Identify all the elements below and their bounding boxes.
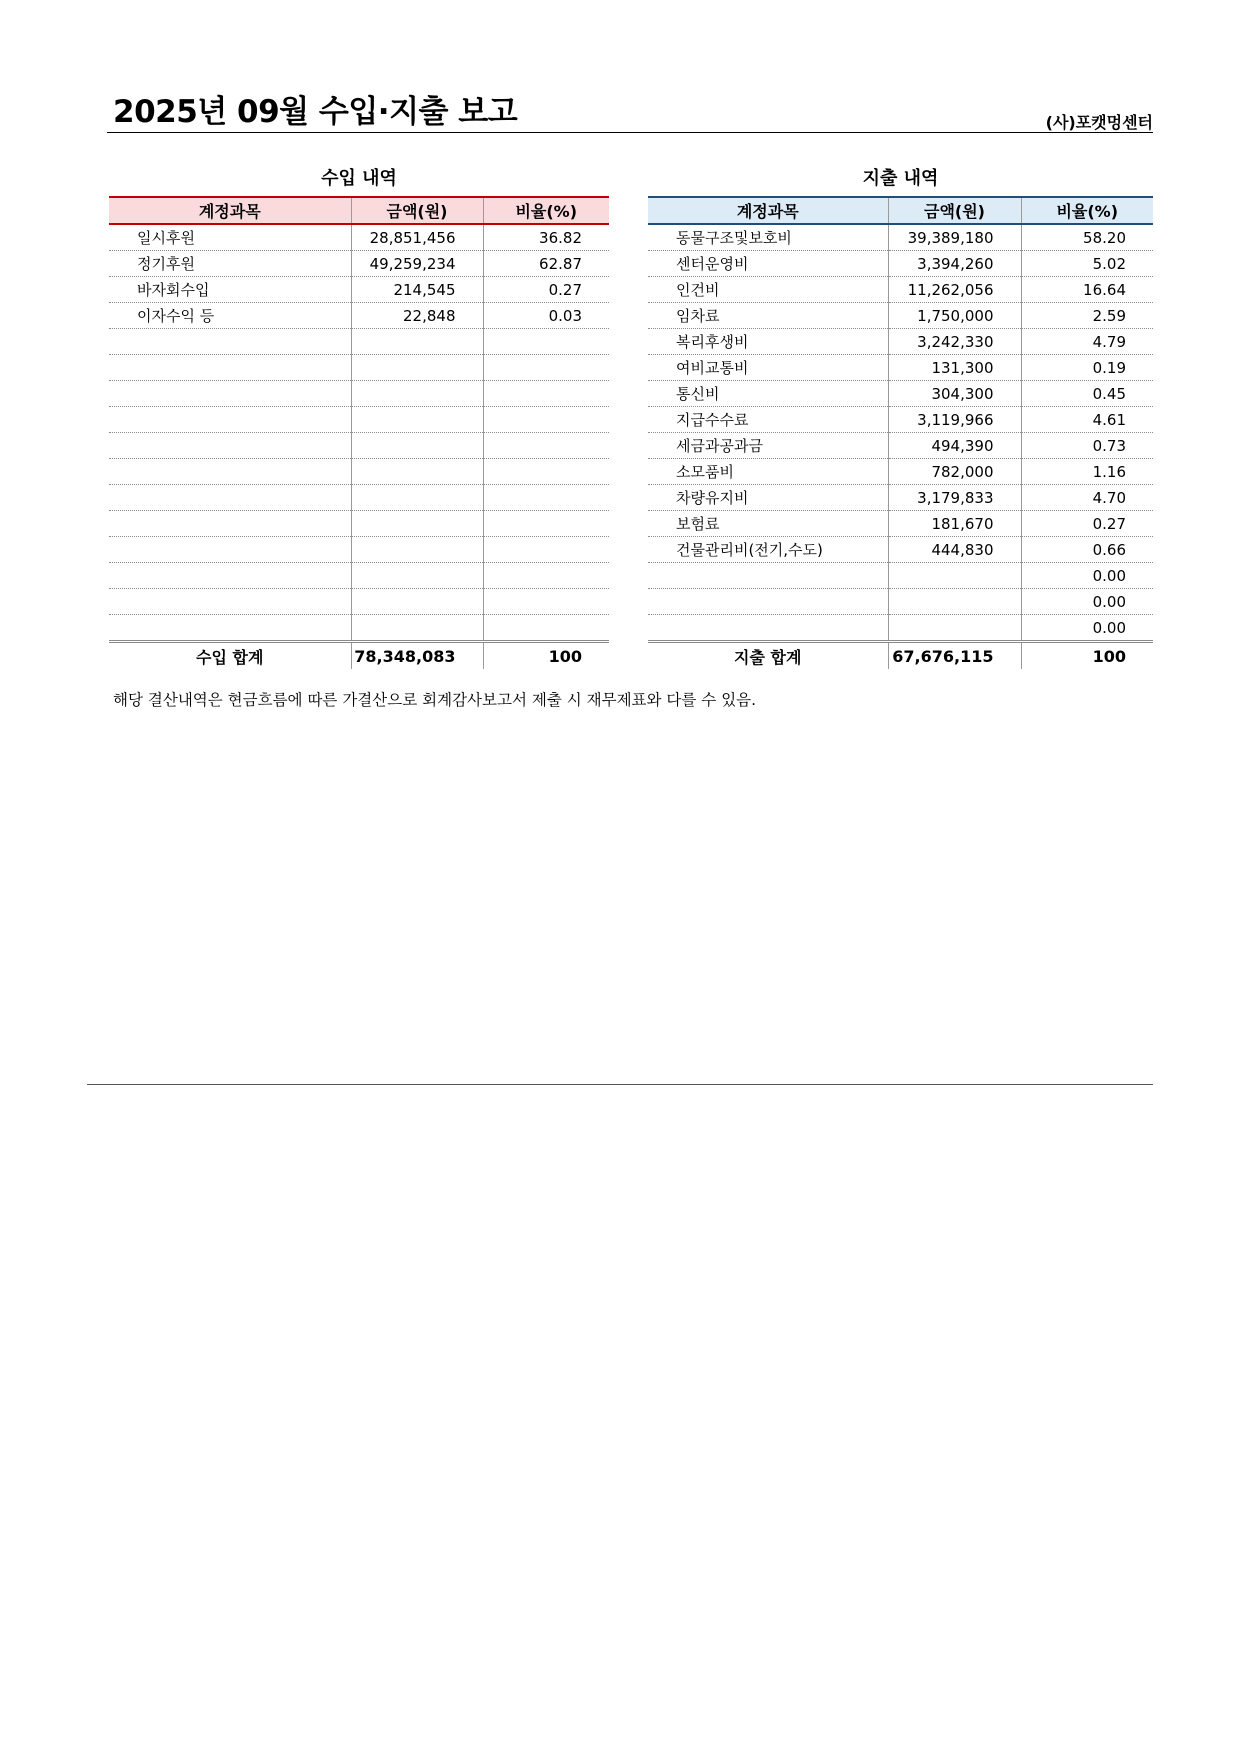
expense-account-cell: 건물관리비(전기,수도) [648, 537, 888, 563]
table-row [109, 433, 609, 459]
income-ratio-cell [483, 563, 609, 589]
income-header-account: 계정과목 [109, 197, 351, 224]
expense-header-ratio: 비율(%) [1021, 197, 1153, 224]
income-amount-cell [351, 485, 483, 511]
table-row [109, 407, 609, 433]
income-account-cell [109, 407, 351, 433]
expense-account-cell [648, 589, 888, 615]
expense-rows [648, 224, 1153, 669]
income-ratio-cell: 62.87 [483, 251, 609, 277]
income-ratio-cell [483, 615, 609, 642]
income-ratio-cell: 0.03 [483, 303, 609, 329]
income-amount-cell: 22,848 [351, 303, 483, 329]
table-row [648, 537, 1153, 563]
income-account-cell [109, 563, 351, 589]
organization-name: (사)포캣멍센터 [1045, 113, 1153, 132]
settlement-note: 해당 결산내역은 현금흐름에 따른 가결산으로 회계감사보고서 제출 시 재무제표와 다를 수 있음. [113, 691, 757, 709]
expense-account-cell: 복리후생비 [648, 329, 888, 355]
income-total-label: 수입 합계 [109, 642, 351, 670]
expense-amount-cell: 181,670 [888, 511, 1021, 537]
table-row [648, 615, 1153, 642]
expense-amount-cell: 3,242,330 [888, 329, 1021, 355]
income-ratio-cell [483, 511, 609, 537]
income-amount-cell [351, 537, 483, 563]
expense-amount-cell: 11,262,056 [888, 277, 1021, 303]
income-amount-cell: 49,259,234 [351, 251, 483, 277]
table-row [109, 277, 609, 303]
expense-amount-cell: 3,394,260 [888, 251, 1021, 277]
income-amount-cell [351, 615, 483, 642]
income-amount-cell [351, 329, 483, 355]
income-ratio-cell: 0.27 [483, 277, 609, 303]
expense-ratio-cell: 0.45 [1021, 381, 1153, 407]
expense-ratio-cell: 0.19 [1021, 355, 1153, 381]
expense-account-cell: 인건비 [648, 277, 888, 303]
expense-amount-cell: 494,390 [888, 433, 1021, 459]
expense-section-title: 지출 내역 [862, 168, 939, 189]
expense-account-cell: 세금과공과금 [648, 433, 888, 459]
expense-table [648, 196, 1153, 669]
expense-account-cell: 소모품비 [648, 459, 888, 485]
income-amount-cell [351, 459, 483, 485]
table-row [109, 563, 609, 589]
income-ratio-cell [483, 407, 609, 433]
income-amount-cell [351, 355, 483, 381]
income-ratio-cell [483, 459, 609, 485]
table-row [648, 407, 1153, 433]
expense-total-amount: 67,676,115 [888, 642, 1021, 670]
expense-ratio-cell: 0.00 [1021, 563, 1153, 589]
table-row [109, 329, 609, 355]
table-row [648, 381, 1153, 407]
income-rows [109, 224, 609, 669]
expense-ratio-cell: 4.61 [1021, 407, 1153, 433]
income-amount-cell [351, 563, 483, 589]
table-row [648, 459, 1153, 485]
expense-account-cell: 동물구조및보호비 [648, 224, 888, 251]
table-row [109, 485, 609, 511]
expense-account-cell: 차량유지비 [648, 485, 888, 511]
expense-account-cell [648, 615, 888, 642]
income-ratio-cell [483, 329, 609, 355]
income-account-cell: 바자회수입 [109, 277, 351, 303]
expense-amount-cell [888, 563, 1021, 589]
expense-header-account: 계정과목 [648, 197, 888, 224]
expense-amount-cell [888, 589, 1021, 615]
income-account-cell [109, 485, 351, 511]
expense-amount-cell: 3,179,833 [888, 485, 1021, 511]
expense-account-cell: 임차료 [648, 303, 888, 329]
expense-amount-cell: 782,000 [888, 459, 1021, 485]
income-ratio-cell [483, 537, 609, 563]
table-row [109, 537, 609, 563]
expense-amount-cell: 131,300 [888, 355, 1021, 381]
income-account-cell [109, 589, 351, 615]
table-row [109, 589, 609, 615]
expense-ratio-cell: 5.02 [1021, 251, 1153, 277]
income-amount-cell [351, 589, 483, 615]
income-account-cell [109, 329, 351, 355]
income-amount-cell [351, 433, 483, 459]
table-row [648, 355, 1153, 381]
table-row [109, 459, 609, 485]
expense-amount-cell: 1,750,000 [888, 303, 1021, 329]
table-row [109, 303, 609, 329]
expense-amount-cell: 39,389,180 [888, 224, 1021, 251]
title-divider [107, 132, 1153, 133]
table-row [109, 615, 609, 642]
table-row [648, 277, 1153, 303]
income-ratio-cell [483, 381, 609, 407]
income-account-cell [109, 459, 351, 485]
expense-ratio-cell: 0.73 [1021, 433, 1153, 459]
income-account-cell [109, 615, 351, 642]
income-ratio-cell: 36.82 [483, 224, 609, 251]
income-ratio-cell [483, 589, 609, 615]
income-total-ratio: 100 [483, 642, 609, 670]
expense-account-cell: 지급수수료 [648, 407, 888, 433]
expense-account-cell [648, 563, 888, 589]
expense-account-cell: 통신비 [648, 381, 888, 407]
income-ratio-cell [483, 355, 609, 381]
income-amount-cell: 28,851,456 [351, 224, 483, 251]
table-row [648, 485, 1153, 511]
expense-account-cell: 보험료 [648, 511, 888, 537]
income-total-row [109, 642, 609, 670]
income-account-cell: 이자수익 등 [109, 303, 351, 329]
income-account-cell [109, 433, 351, 459]
table-row [648, 563, 1153, 589]
expense-ratio-cell: 0.66 [1021, 537, 1153, 563]
table-row [109, 224, 609, 251]
expense-total-ratio: 100 [1021, 642, 1153, 670]
expense-account-cell: 여비교통비 [648, 355, 888, 381]
expense-ratio-cell: 2.59 [1021, 303, 1153, 329]
expense-ratio-cell: 58.20 [1021, 224, 1153, 251]
income-total-amount: 78,348,083 [351, 642, 483, 670]
expense-ratio-cell: 4.79 [1021, 329, 1153, 355]
expense-total-label: 지출 합계 [648, 642, 888, 670]
table-row [648, 329, 1153, 355]
income-ratio-cell [483, 433, 609, 459]
expense-amount-cell: 444,830 [888, 537, 1021, 563]
table-row [648, 589, 1153, 615]
table-row [109, 511, 609, 537]
table-row [109, 251, 609, 277]
expense-ratio-cell: 0.00 [1021, 615, 1153, 642]
table-row [648, 251, 1153, 277]
table-row [109, 381, 609, 407]
income-account-cell [109, 355, 351, 381]
income-section-title: 수입 내역 [321, 168, 397, 189]
table-row [648, 303, 1153, 329]
income-ratio-cell [483, 485, 609, 511]
expense-amount-cell [888, 615, 1021, 642]
page-divider [87, 1084, 1153, 1085]
expense-ratio-cell: 16.64 [1021, 277, 1153, 303]
income-header-amount: 금액(원) [351, 197, 483, 224]
expense-ratio-cell: 1.16 [1021, 459, 1153, 485]
table-row [648, 511, 1153, 537]
expense-account-cell: 센터운영비 [648, 251, 888, 277]
expense-header-row [648, 197, 1153, 224]
expense-ratio-cell: 4.70 [1021, 485, 1153, 511]
income-amount-cell [351, 381, 483, 407]
income-account-cell [109, 537, 351, 563]
income-account-cell: 정기후원 [109, 251, 351, 277]
expense-ratio-cell: 0.27 [1021, 511, 1153, 537]
income-header-row [109, 197, 609, 224]
expense-header-amount: 금액(원) [888, 197, 1021, 224]
expense-amount-cell: 3,119,966 [888, 407, 1021, 433]
income-amount-cell: 214,545 [351, 277, 483, 303]
table-row [648, 433, 1153, 459]
income-account-cell [109, 381, 351, 407]
report-title: 2025년 09월 수입·지출 보고 [113, 94, 518, 130]
table-row [109, 355, 609, 381]
income-amount-cell [351, 511, 483, 537]
expense-ratio-cell: 0.00 [1021, 589, 1153, 615]
table-row [648, 224, 1153, 251]
expense-total-row [648, 642, 1153, 670]
income-table [109, 196, 609, 669]
income-account-cell [109, 511, 351, 537]
expense-amount-cell: 304,300 [888, 381, 1021, 407]
income-header-ratio: 비율(%) [483, 197, 609, 224]
income-account-cell: 일시후원 [109, 224, 351, 251]
income-amount-cell [351, 407, 483, 433]
